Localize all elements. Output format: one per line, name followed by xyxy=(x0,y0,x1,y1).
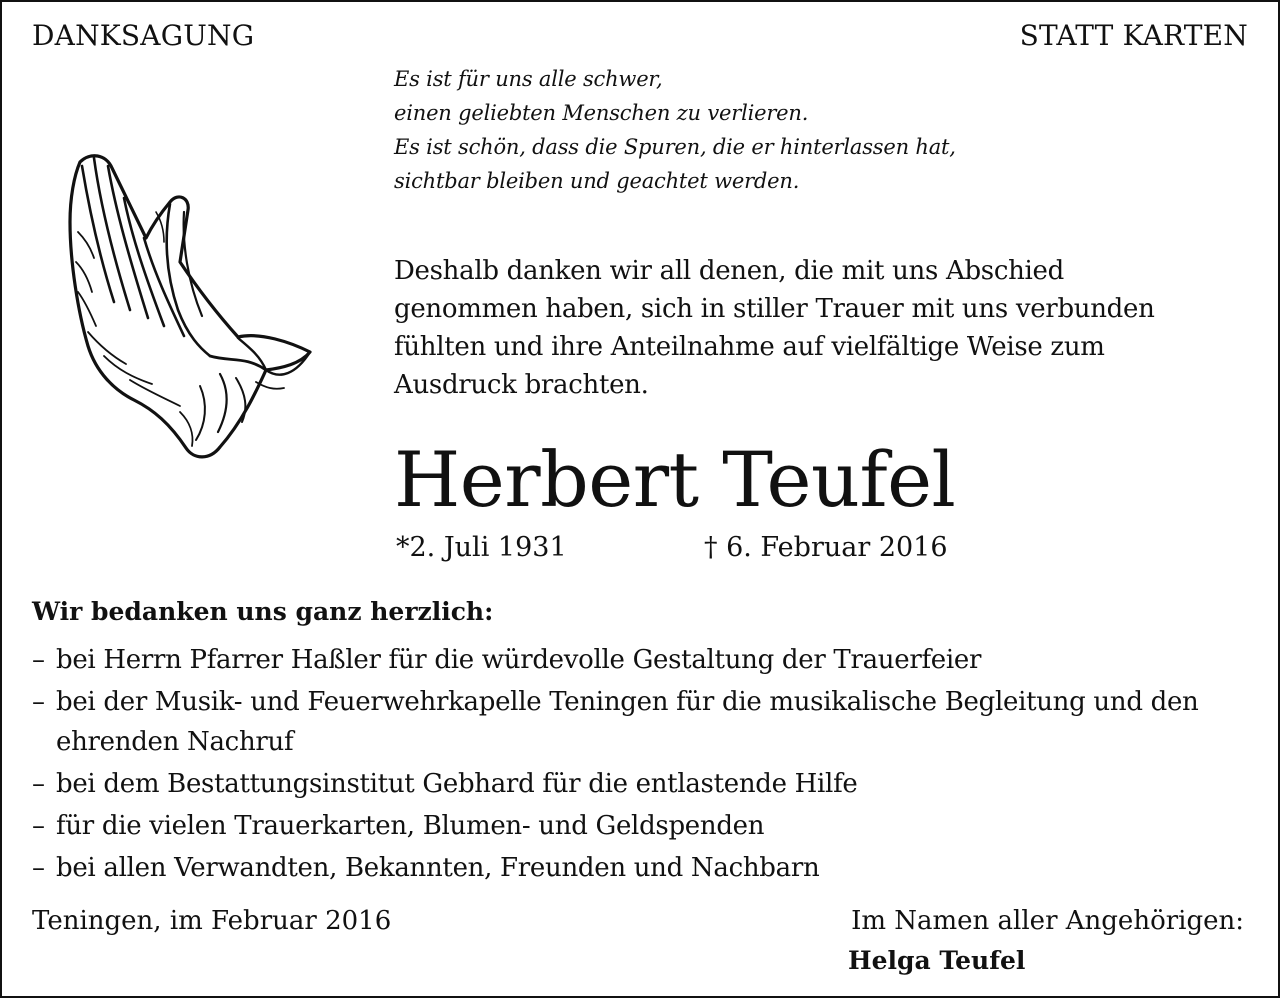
header-left: DANKSAGUNG xyxy=(32,19,255,52)
death-date: † 6. Februar 2016 xyxy=(704,532,948,563)
list-item xyxy=(32,848,1199,888)
thanks-list xyxy=(32,640,1199,888)
intro-line: genommen haben, sich in stiller Trauer mit uns verbunden xyxy=(394,294,1155,324)
list-item-text: bei Herrn Pfarrer Haßler für die würdevolle Gestaltung der Trauerfeier xyxy=(56,645,982,675)
place-date: Teningen, im Februar 2016 xyxy=(32,906,392,936)
poem-line: Es ist schön, dass die Spuren, die er hinterlassen hat, xyxy=(394,135,956,159)
intro-line: Ausdruck brachten. xyxy=(394,370,649,400)
signature-name: Helga Teufel xyxy=(848,946,1026,975)
list-dash: – xyxy=(32,811,45,841)
list-item-text: ehrenden Nachruf xyxy=(56,727,294,757)
list-item-text: bei der Musik- und Feuerwehrkapelle Teningen für die musikalische Begleitung und den xyxy=(56,687,1199,717)
intro-text xyxy=(394,252,1155,404)
list-dash: – xyxy=(32,687,45,717)
list-item-text: bei allen Verwandten, Bekannten, Freunden und Nachbarn xyxy=(56,853,820,883)
list-dash: – xyxy=(32,769,45,799)
intro-line: Deshalb danken wir all denen, die mit uns Abschied xyxy=(394,256,1064,286)
signature-label: Im Namen aller Angehörigen: xyxy=(851,906,1244,936)
praying-hands-icon xyxy=(60,142,320,472)
list-dash: – xyxy=(32,853,45,883)
deceased-name: Herbert Teufel xyxy=(394,435,956,524)
list-item xyxy=(32,682,1199,762)
header-right: STATT KARTEN xyxy=(1019,19,1248,52)
thanks-heading: Wir bedanken uns ganz herzlich: xyxy=(32,597,494,626)
list-item xyxy=(32,806,1199,846)
list-item xyxy=(32,640,1199,680)
poem-line: Es ist für uns alle schwer, xyxy=(394,67,663,91)
poem-line: einen geliebten Menschen zu verlieren. xyxy=(394,101,809,125)
birth-date: *2. Juli 1931 xyxy=(396,532,567,563)
list-dash: – xyxy=(32,645,45,675)
list-item-text: für die vielen Trauerkarten, Blumen- und Geldspenden xyxy=(56,811,765,841)
poem xyxy=(394,62,956,198)
intro-line: fühlten und ihre Anteilnahme auf vielfältige Weise zum xyxy=(394,332,1105,362)
poem-line: sichtbar bleiben und geachtet werden. xyxy=(394,169,800,193)
list-item xyxy=(32,764,1199,804)
list-item-text: bei dem Bestattungsinstitut Gebhard für die entlastende Hilfe xyxy=(56,769,858,799)
